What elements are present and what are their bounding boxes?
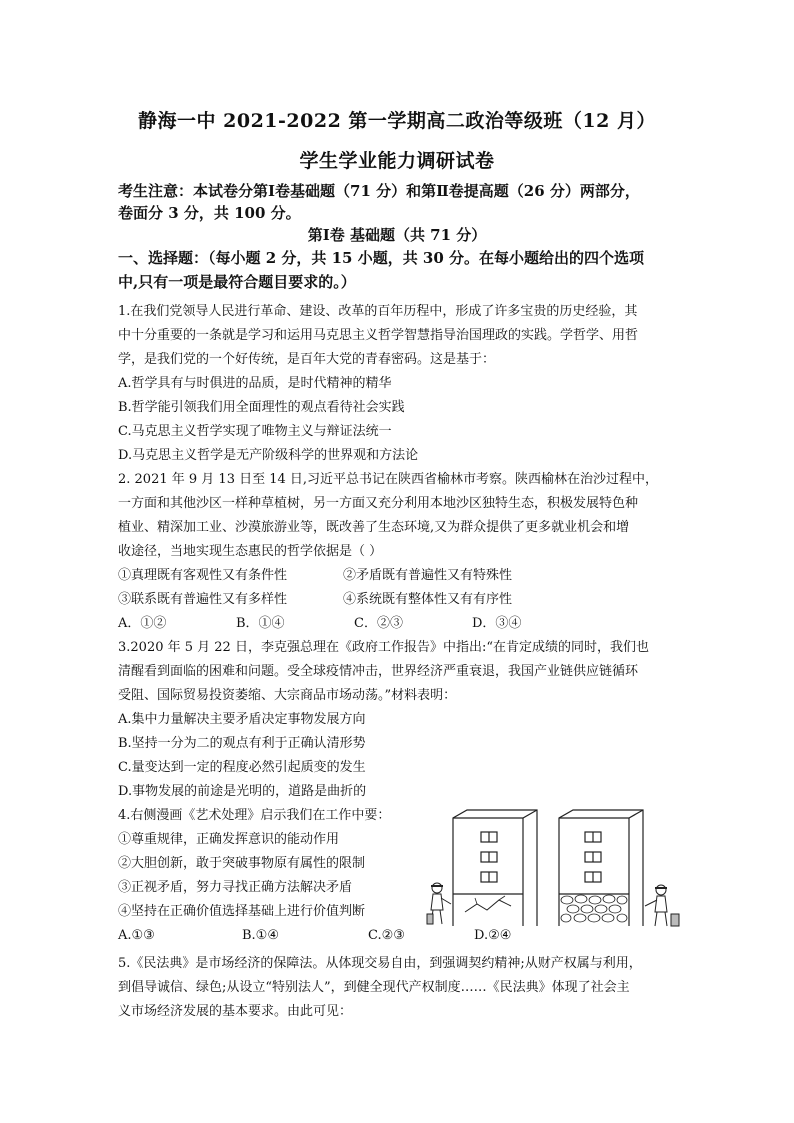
question-stem-line: 义市场经济发展的基本要求。由此可见： [118,1004,353,1019]
statement-2: ②矛盾既有普遍性又有特殊性 [343,568,513,583]
question-2 [118,468,680,636]
choice-a: A．①② [118,616,167,631]
question-stem-line: 3.2020 年 5 月 22 日，李克强总理在《政府工作报告》中指出:“在肯定成绩的同时，我们也 [118,640,649,655]
choice-row [118,612,680,636]
statement-4: ④系统既有整体性又有有序性 [343,592,513,607]
statement-row [118,588,680,612]
part-instructions [118,246,678,294]
question-5 [118,952,680,1024]
question-stem-line: 植业、精深加工业、沙漠旅游业等，既改善了生态环境,又为群众提供了更多就业机会和增 [118,520,630,535]
question-stem-line: 清醒看到面临的困难和问题。受全球疫情冲击，世界经济严重衰退，我国产业链供应链循环 [118,664,639,679]
choice-d: D.②④ [474,928,512,943]
statement-1: ①真理既有客观性又有条件性 [118,568,288,583]
option-c: C.马克思主义哲学实现了唯物主义与辩证法统一 [118,424,392,439]
option-c: C.量变达到一定的程度必然引起质变的发生 [118,760,366,775]
stone-patterned-building-illustration [559,810,643,926]
question-1 [118,300,680,468]
exam-notice [118,180,678,224]
option-d: D.事物发展的前途是光明的，道路是曲折的 [118,784,367,799]
choice-c: C.②③ [368,928,405,943]
choice-c: C．②③ [354,616,403,631]
option-d: D.马克思主义哲学是无产阶级科学的世界观和方法论 [118,448,419,463]
question-stem-line: 到倡导诚信、绿色;从设立“特别法人”，到健全现代产权制度……《民法典》体现了社会主 [118,980,630,995]
notice-line: 考生注意：本试卷分第Ⅰ卷基础题（71 分）和第Ⅱ卷提高题（26 分）两部分， [118,182,640,200]
question-stem-line: 4.右侧漫画《艺术处理》启示我们在工作中要： [118,808,391,823]
statement-3: ③正视矛盾，努力寻找正确方法解决矛盾 [118,880,353,895]
notice-line: 卷面分 3 分，共 100 分。 [118,204,301,222]
worker-figure-right [645,885,679,926]
question-stem-line: 受阻、国际贸易投资萎缩、大宗商品市场动荡。”材料表明： [118,688,457,703]
option-b: B.坚持一分为二的观点有利于正确认清形势 [118,736,366,751]
cracked-building-illustration [453,810,537,926]
worker-figure-left [427,883,451,924]
choice-b: B．①④ [236,616,285,631]
statement-3: ③联系既有普遍性又有多样性 [118,592,288,607]
instruction-line: 中,只有一项是最符合题目要求的。） [118,273,356,291]
statement-row [118,564,680,588]
option-a: A.集中力量解决主要矛盾决定事物发展方向 [118,712,366,727]
question-stem-line: 收途径，当地实现生态惠民的哲学依据是（ ） [118,544,383,559]
question-stem-line: 中十分重要的一条就是学习和运用马克思主义哲学智慧指导治国理政的实践。学哲学、用哲 [118,328,639,343]
question-3 [118,636,680,804]
question-stem-line: 一方面和其他沙区一样种草植树，另一方面又充分利用本地沙区独特生态，积极发展特色种 [118,496,639,511]
option-a: A.哲学具有与时俱进的品质，是时代精神的精华 [118,376,392,391]
statement-1: ①尊重规律，正确发挥意识的能动作用 [118,832,340,847]
section-heading: 第Ⅰ卷 基础题（共 71 分） [307,226,487,244]
question-stem-line: 2. 2021 年 9 月 13 日至 14 日,习近平总书记在陕西省榆林市考察。陕西榆林在治沙过程中， [118,472,659,487]
question-4 [118,804,418,924]
instruction-line: 一、选择题：（每小题 2 分，共 15 小题，共 30 分。在每小题给出的四个选项 [118,249,645,267]
exam-subtitle: 学生学业能力调研试卷 [299,150,495,172]
choice-b: B.①④ [242,928,279,943]
exam-title: 静海一中 2021-2022 第一学期高二政治等级班（12 月） [138,110,656,132]
statement-4: ④坚持在正确价值选择基础上进行价值判断 [118,904,366,919]
question-stem-line: 5.《民法典》是市场经济的保障法。从体现交易自由，到强调契约精神;从财产权属与利用， [118,956,642,971]
art-processing-cartoon [425,808,687,930]
statement-2: ②大胆创新，敢于突破事物原有属性的限制 [118,856,366,871]
question-stem-line: 1.在我们党领导人民进行革命、建设、改革的百年历程中，形成了许多宝贵的历史经验，其 [118,304,638,319]
option-b: B.哲学能引领我们用全面理性的观点看待社会实践 [118,400,405,415]
choice-a: A.①③ [118,928,155,943]
question-stem-line: 学，是我们党的一个好传统，是百年大党的青春密码。这是基于： [118,352,496,367]
choice-d: D．③④ [472,616,522,631]
